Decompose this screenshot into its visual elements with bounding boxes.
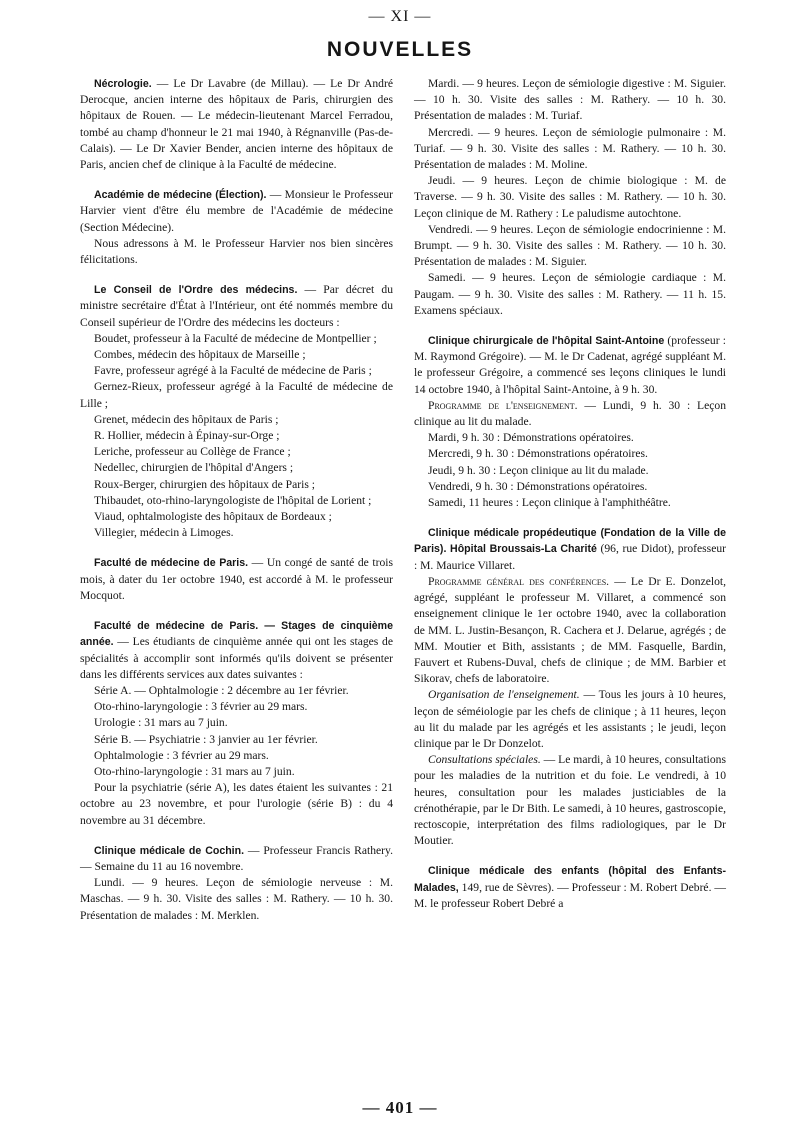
saint-antoine-text: (professeur : M. Raymond Grégoire). — M. le Dr Cadenat, agrégé suppléant M. le professeur Grégoire, a commencé ses leçons cliniques le lundi 14 octobre 1940, à l'hôpital Saint-Antoine, à 9 h. 30. xyxy=(414,334,727,396)
saint-antoine-heading: Clinique chirurgicale de l'hôpital Saint-Antoine xyxy=(428,335,665,348)
cochin-day: Mercredi. — 9 heures. Leçon de sémiologie pulmonaire : M. Turiaf. — 9 h. 30. Visite des salles : M. Rathery. — 10 h. 30. Présentation de malades : M. Moline. xyxy=(414,125,726,172)
programme-line: Jeudi, 9 h. 30 : Leçon clinique au lit du malade. xyxy=(428,463,649,477)
conseil-member: Combes, médecin des hôpitaux de Marseille ; xyxy=(94,348,306,362)
academie-section xyxy=(80,187,393,268)
conseil-member: Viaud, ophtalmologiste des hôpitaux de Bordeaux ; xyxy=(94,510,332,524)
necrologie-text: — Le Dr Lavabre (de Millau). — Le Dr André Derocque, ancien interne des hôpitaux de Paris, chirurgien des hôpitaux de Rouen. — Le médecin-lieutenant Marcel Ferradou, tombé au champ d'honneur le 21 mai 1940, à Régnanville (Pas-de-Calais). — Le Dr Xavier Bender, ancien interne des hôpitaux de Paris, ancien chef de clinique à la Faculté de médecine. xyxy=(80,77,393,172)
stage-line: Pour la psychiatrie (série A), les dates étaient les suivantes : 21 octobre au 23 novembre, et pour l'urologie (série B) : du 4 novembre au 31 décembre. xyxy=(80,781,393,827)
saint-antoine-section xyxy=(414,333,726,511)
faculte-stages-heading: Faculté de médecine de Paris. — Stages de cinquième année. xyxy=(80,620,393,649)
conseil-member: R. Hollier, médecin à Épinay-sur-Orge ; xyxy=(94,429,280,443)
conseil-member: Gernez-Rieux, professeur agrégé à la Faculté de médecine de Lille ; xyxy=(80,380,393,410)
left-column xyxy=(80,76,393,938)
programme-label: Programme de l'enseignement. xyxy=(428,398,578,412)
stage-line: Ophtalmologie : 3 février au 29 mars. xyxy=(94,748,269,762)
conseil-member: Grenet, médecin des hôpitaux de Paris ; xyxy=(94,412,279,426)
cochin-day: Jeudi. — 9 heures. Leçon de chimie biologique : M. de Traverse. — 9 h. 30. Visite des salles : M. Rathery. — 10 h. 30. Leçon clinique de M. Rathery : Le paludisme autochtone. xyxy=(414,174,726,220)
faculte-conge-text: — Un congé de santé de trois mois, à dater du 1er octobre 1940, est accordé à M. le professeur Mocquot. xyxy=(80,556,393,602)
cochin-day: Vendredi. — 9 heures. Leçon de sémiologie endocrinienne : M. Brumpt. — 9 h. 30. Visite des salles : M. Rathery. — 10 h. 30. Présentation de malades : M. Siguier. xyxy=(414,222,726,269)
academie-congrats: Nous adressons à M. le Professeur Harvier nos bien sincères félicitations. xyxy=(80,236,393,267)
enfants-text: 149, rue de Sèvres). — Professeur : M. Robert Debré. — M. le professeur Robert Debré a xyxy=(414,880,726,910)
roman-page-number: — XI — xyxy=(368,8,432,25)
faculte-conge-heading: Faculté de médecine de Paris. xyxy=(94,557,249,570)
propedeutique-text: (96, rue Didot), professeur : M. Maurice Villaret. xyxy=(414,542,726,572)
cochin-heading: Clinique médicale de Cochin. xyxy=(94,844,245,857)
programme-line: Vendredi, 9 h. 30 : Démonstrations opératoires. xyxy=(428,479,648,493)
necrologie-section xyxy=(80,76,393,173)
cochin-monday: Lundi. — 9 heures. Leçon de sémiologie nerveuse : M. Maschas. — 9 h. 30. Visite des salles : M. Rathery. — 10 h. 30. Présentation de malades : M. Merklen. xyxy=(80,876,393,922)
conseil-member: Thibaudet, oto-rhino-laryngologiste de l'hôpital de Lorient ; xyxy=(94,493,372,507)
conseil-member: Favre, professeur agrégé à la Faculté de médecine de Paris ; xyxy=(94,364,372,378)
page-number: — 401 — xyxy=(362,1098,438,1117)
page-title: NOUVELLES xyxy=(326,38,474,61)
consultations-label: Consultations spéciales. xyxy=(428,753,541,767)
cochin-continued xyxy=(414,76,726,319)
enfants-heading: Clinique médicale des enfants (hôpital des Enfants-Malades, xyxy=(414,865,726,894)
cochin-day: Samedi. — 9 heures. Leçon de sémiologie cardiaque : M. Paugam. — 9 h. 30. Visite des salles : M. Rathery. — 11 h. 15. Examens spéciaux. xyxy=(414,271,726,317)
organisation-label: Organisation de l'enseignement. xyxy=(428,688,580,702)
conseil-member: Boudet, professeur à la Faculté de médecine de Montpellier ; xyxy=(94,331,377,345)
right-column xyxy=(414,76,726,926)
faculte-stages-section xyxy=(80,618,393,829)
conferences-text: — Le Dr E. Donzelot, agrégé, suppléant le professeur M. Villaret, a commencé son enseignement clinique le 1er octobre 1940, avec la collaboration de MM. L. Justin-Besançon, R. Cachera et J. Delarue, agrégés ; de MM. Moutier et Bith, assistants ; de MM. Fasquelle, Bardin, Fauvert et Rubens-Duval, chefs de clinique ; de MM. Barbier et Sikorav, chefs de laboratoire. xyxy=(414,574,726,686)
conseil-member: Villegier, médecin à Limoges. xyxy=(94,526,234,540)
stage-line: Série A. — Ophtalmologie : 2 décembre au 1er février. xyxy=(94,683,349,697)
cochin-section xyxy=(80,843,393,924)
cochin-day: Mardi. — 9 heures. Leçon de sémiologie digestive : M. Siguier. — 10 h. 30. Visite des salles : M. Rathery. — 10 h. 30. Présentation de malades : M. Turiaf. xyxy=(414,77,726,123)
faculte-conge-section xyxy=(80,555,393,604)
conseil-heading: Le Conseil de l'Ordre des médecins. xyxy=(94,284,298,297)
conseil-member: Roux-Berger, chirurgien des hôpitaux de Paris ; xyxy=(94,477,315,491)
propedeutique-section xyxy=(414,525,726,849)
conseil-text: — Par décret du ministre secrétaire d'État à l'Intérieur, ont été nommés membre du Conseil supérieur de l'Ordre des médecins les docteurs : xyxy=(80,283,393,329)
academie-text: — Monsieur le Professeur Harvier vient d'être élu membre de l'Académie de médecine (Section Médecine). xyxy=(80,188,393,234)
programme-line: Samedi, 11 heures : Leçon clinique à l'amphithéâtre. xyxy=(428,496,671,510)
stage-line: Série B. — Psychiatrie : 3 janvier au 1er février. xyxy=(94,732,318,746)
stage-line: Urologie : 31 mars au 7 juin. xyxy=(94,716,228,730)
programme-line: Mardi, 9 h. 30 : Démonstrations opératoires. xyxy=(428,431,634,445)
cochin-text: — Professeur Francis Rathery. — Semaine du 11 au 16 novembre. xyxy=(80,843,393,873)
conseil-member: Nedellec, chirurgien de l'hôpital d'Angers ; xyxy=(94,461,294,475)
necrologie-heading: Nécrologie. xyxy=(94,78,152,90)
programme-text: — Lundi, 9 h. 30 : Leçon clinique au lit du malade. xyxy=(414,398,726,429)
conseil-ordre-section xyxy=(80,282,393,541)
organisation-text: — Tous les jours à 10 heures, leçon de séméiologie par les chefs de clinique ; à 11 heures, leçon au lit du malade par les agrégés et les assistants ; le jeudi, leçon clinique par le Dr Donzelot. xyxy=(414,688,726,750)
stage-line: Oto-rhino-laryngologie : 3 février au 29 mars. xyxy=(94,700,308,714)
academie-heading: Académie de médecine (Élection). xyxy=(94,189,267,202)
consultations-text: — Le mardi, à 10 heures, consultations pour les maladies de la nutrition et du foie. Le vendredi, à 10 heures, consultation pour les malades justiciables de la crénothérapie, par le Dr Bith. Le samedi, à 10 heures, gastroscopie, rectoscopie, interprétation des films radiologiques, par le Dr Moutier. xyxy=(414,753,726,848)
propedeutique-heading: Clinique médicale propédeutique (Fondation de la Ville de Paris). Hôpital Broussais-La Charité xyxy=(414,527,726,556)
stage-line: Oto-rhino-laryngologie : 31 mars au 7 juin. xyxy=(94,764,295,778)
conseil-member: Leriche, professeur au Collège de France ; xyxy=(94,445,291,459)
faculte-stages-text: — Les étudiants de cinquième année qui ont les stages de spécialités à accomplir sont informés qu'ils doivent se présenter dans les différents services aux dates suivantes : xyxy=(80,635,393,681)
conferences-label: Programme général des conférences. xyxy=(428,574,610,588)
enfants-section xyxy=(414,863,726,912)
programme-line: Mercredi, 9 h. 30 : Démonstrations opératoires. xyxy=(428,447,648,461)
